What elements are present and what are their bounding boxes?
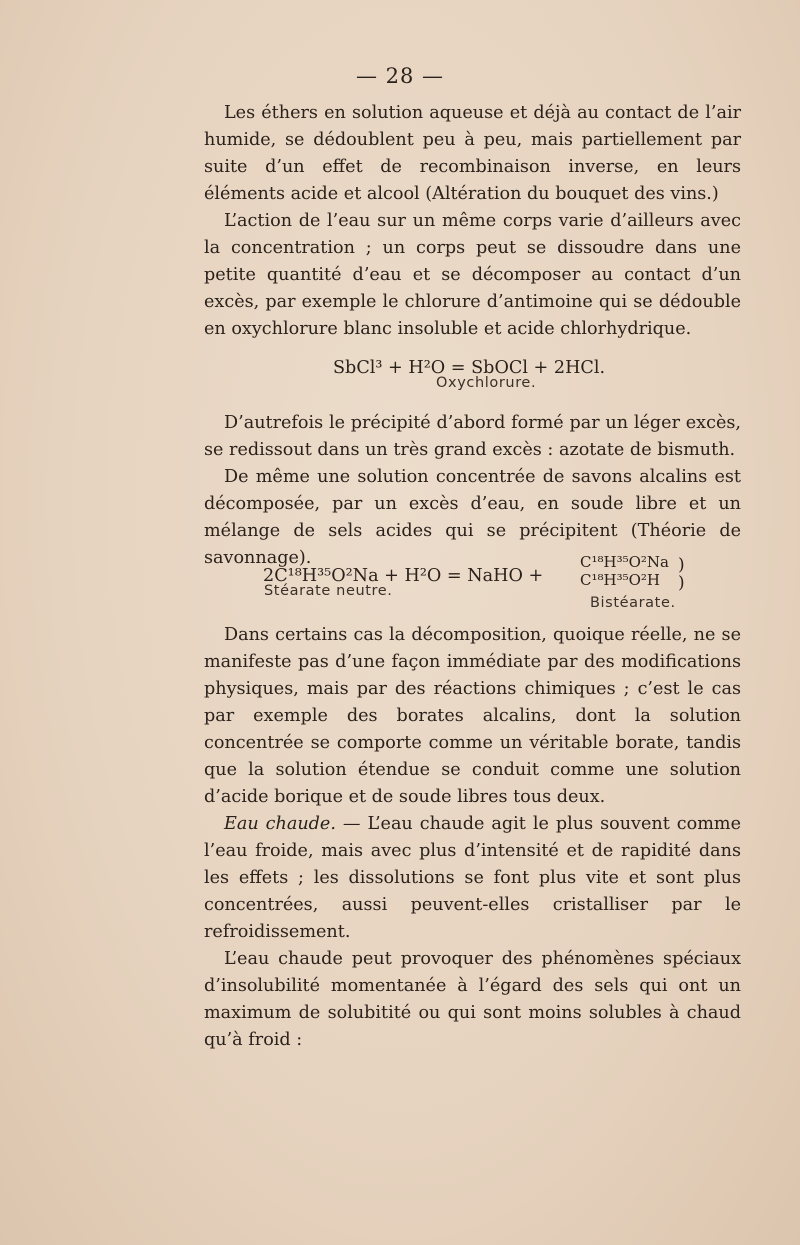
brace-icon: ) (678, 555, 685, 575)
equation-soap-left-caption: Stéarate neutre. (264, 583, 393, 599)
paragraph-soaps: De même une solution concentrée de savons alcalins est décomposée, par un excès d’eau, en soude libre et un mélange de sels acides qui se précipitent (Théorie de savonnage). (204, 467, 741, 568)
equation-antimony-caption: Oxychlorure. (436, 375, 537, 391)
text-block-1 (204, 100, 741, 343)
equation-soap-top: C¹⁸H³⁵O²Na (580, 553, 669, 571)
hot-water-text: — L’eau chaude agit le plus souvent comme l’eau froide, mais avec plus d’intensité et de rapidité dans les effets ; les dissolutions se font plus vite et sont plus concentrées, aussi peuvent-elles cristalliser par le refroidissement. (204, 814, 742, 942)
equation-soap-bottom: C¹⁸H³⁵O²H (580, 571, 661, 589)
paragraph-precipitate: D’autrefois le précipité d’abord formé par un léger excès, se redissout dans un très grand excès : azotate de bismuth. (204, 413, 741, 460)
equation-soap-right-caption: Bistéarate. (590, 595, 676, 611)
page-number: — 28 — (355, 64, 445, 88)
paragraph-hot-water (204, 811, 741, 946)
paragraph-water-action: L’action de l’eau sur un même corps varie d’ailleurs avec la concentration ; un corps peut se dissoudre dans une petite quantité d’eau et se décomposer au contact d’un excès, par exemple le chlorure d’antimoine qui se dédouble en oxychlorure blanc insoluble et acide chlorhydrique. (204, 211, 741, 339)
paragraph-borates: Dans certains cas la décomposition, quoique réelle, ne se manifeste pas d’une façon immédiate par des modifications physiques, mais par des réactions chimiques ; c’est le cas par exemple des borates alcalins, dont la solution concentrée se comporte comme un véritable borate, tandis que la solution étendue se conduit comme une solution d’acide borique et de soude libres tous deux. (204, 625, 741, 807)
section-title-hot-water: Eau chaude. (224, 814, 336, 834)
equation-soap-left: 2C¹⁸H³⁵O²Na + H²O = NaHO + (263, 566, 544, 586)
paragraph-ethers: Les éthers en solution aqueuse et déjà au contact de l’air humide, se dédoublent peu à peu, mais partiellement par suite d’un effet de recombinaison inverse, en leurs éléments acide et alcool (Altération du bouquet des vins.) (204, 103, 741, 204)
text-block-3 (204, 622, 741, 1054)
equation-antimony: SbCl³ + H²O = SbOCl + 2HCl. (333, 358, 606, 378)
brace-icon: ) (678, 573, 685, 593)
text-block-2 (204, 410, 741, 575)
paragraph-insolubility: L’eau chaude peut provoquer des phénomènes spéciaux d’insolubilité momentanée à l’égard des sels qui ont un maximum de solubitité ou qui sont moins solubles à chaud qu’à froid : (204, 949, 741, 1050)
